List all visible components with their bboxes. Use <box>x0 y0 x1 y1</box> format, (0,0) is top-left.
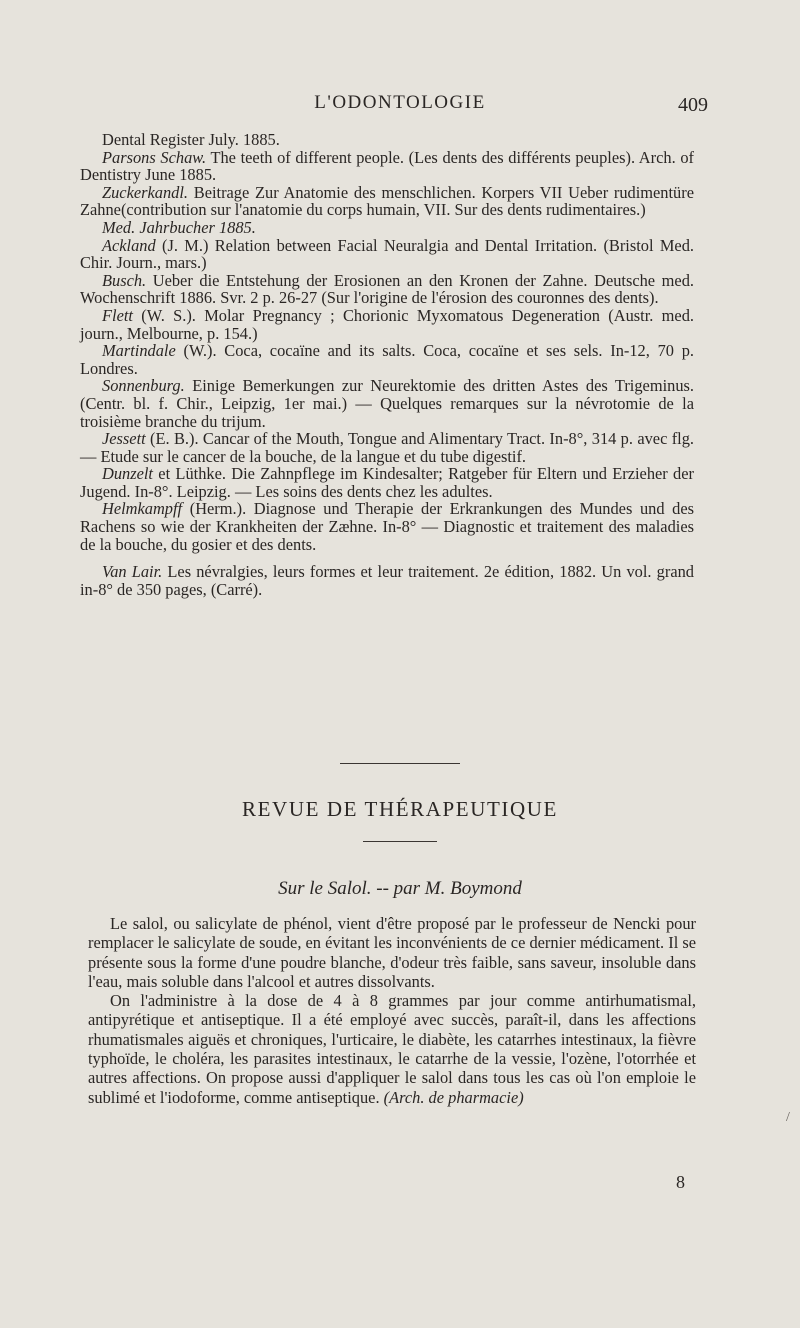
bibliography-author: Sonnenburg. <box>102 376 185 396</box>
bibliography-text: (J. M.) Relation between Facial Neuralgia and Dental Irritation. (Bristol Med. Chir. Journ., mars.) <box>80 235 694 273</box>
bibliography-author: Ackland <box>102 235 156 255</box>
bibliography-text: (Herm.). Diagnose und Therapie der Erkrankungen des Mundes und des Rachens so wie der Krankheiten der Zæhne. In-8° — Diagnostic et traitement des maladies de la bouche, du gosier et des dents. <box>80 499 694 554</box>
bibliography-entry <box>80 237 694 272</box>
bibliography-author: Flett <box>102 305 133 325</box>
bibliography-text: Dental Register July. 1885. <box>102 130 280 149</box>
bibliography-text: The teeth of different people. (Les dents des différents peuples). Arch. of Dentistry June 1885. <box>80 147 694 185</box>
signature-mark: 8 <box>676 1172 685 1192</box>
article-source: (Arch. de pharmacie) <box>383 1087 524 1107</box>
bibliography-text: Ueber die Entstehung der Erosionen an den Kronen der Zahne. Deutsche med. Wochenschrift 1886. Svr. 2 p. 26-27 (Sur l'origine de l'érosion des couronnes des dents). <box>80 270 694 308</box>
article-paragraph <box>88 991 696 1107</box>
bibliography-entry <box>80 465 694 500</box>
bibliography-text: (W.). Coca, cocaïne and its salts. Coca, cocaïne et ses sels. In-12, 70 p. Londres. <box>80 341 694 378</box>
bibliography-text: et Lüthke. Die Zahnpflege im Kindesalter; Ratgeber für Eltern und Erzieher der Jugend. In-8°. Leipzig. — Les soins des dents chez les adultes. <box>80 464 694 501</box>
margin-mark: / <box>786 1110 790 1125</box>
bibliography-entry <box>80 131 694 149</box>
article-paragraph-text: On l'administre à la dose de 4 à 8 grammes par jour comme antirhumatismal, antipyrétique et antiseptique. Il a été employé avec succès, paraît-il, dans les affections rhumatismales aiguës et chroniques, l'urticaire, le diabète, les catarrhes intestinaux, la fièvre typhoïde, le choléra, les parasites intestinaux, le catarrhe de la vessie, l'ozène, l'otorrhée et autres affections. On propose aussi d'appliquer le salol dans tous les cas où l'on emploie le sublimé et l'iodoforme, comme antiseptique. <box>88 991 696 1107</box>
bibliography-author: Helmkampff <box>102 499 183 519</box>
bibliography-text: Les névralgies, leurs formes et leur traitement. 2e édition, 1882. Un vol. grand in-8° de 350 pages, (Carré). <box>80 562 694 599</box>
bibliography-entry <box>80 184 694 219</box>
bibliography-list <box>80 131 694 598</box>
bibliography-text: (W. S.). Molar Pregnancy ; Chorionic Myxomatous Degeneration (Austr. med. journ., Melbourne, p. 154.) <box>80 305 694 343</box>
bibliography-entry <box>80 377 694 430</box>
bibliography-author: Med. Jahrbucher 1885. <box>102 217 256 237</box>
bibliography-entry <box>80 307 694 342</box>
article-title: Sur le Salol. -- par M. Boymond <box>278 878 522 899</box>
bibliography-author: Martindale <box>102 341 176 361</box>
page-number: 409 <box>678 94 708 116</box>
section-divider-bottom <box>363 841 437 842</box>
running-head <box>0 90 800 118</box>
bibliography-author: Van Lair. <box>102 562 163 582</box>
bibliography-author: Zuckerkandl. <box>102 182 189 202</box>
bibliography-entry <box>80 500 694 553</box>
bibliography-text: Einige Bemerkungen zur Neurektomie des dritten Astes des Trigeminus. (Centr. bl. f. Chir., Leipzig, 1er mai.) — Quelques remarques sur la névrotomie de la troisième branche du trijum. <box>80 376 694 431</box>
bibliography-entry <box>80 430 694 465</box>
bibliography-entry <box>80 272 694 307</box>
section-divider-top <box>340 763 460 764</box>
bibliography-text: (E. B.). Cancar of the Mouth, Tongue and Alimentary Tract. In-8°, 314 p. avec flg. — Etude sur le cancer de la bouche, de la langue et du tube digestif. <box>80 429 694 466</box>
bibliography-entry <box>80 342 694 377</box>
article-body <box>88 914 696 1107</box>
bibliography-entry <box>80 563 694 598</box>
article-paragraph: Le salol, ou salicylate de phénol, vient d'être proposé par le professeur de Nencki pour remplacer le salicylate de soude, en évitant les inconvénients de ce dernier médicament. Il se présente sous la forme d'une poudre blanche, d'odeur très faible, sans saveur, insoluble dans l'eau, mais soluble dans l'alcool et autres dissolvants. <box>88 914 697 991</box>
running-title: L'ODONTOLOGIE <box>314 92 486 113</box>
bibliography-author: Jessett <box>102 429 146 449</box>
bibliography-entry <box>80 149 694 184</box>
bibliography-author: Parsons Schaw. <box>102 147 207 167</box>
bibliography-text: Beitrage Zur Anatomie des menschlichen. Korpers VII Ueber rudimentüre Zahne(contribution sur l'anatomie du corps humain, VII. Sur des dents rudimentaires.) <box>80 182 694 220</box>
bibliography-entry <box>80 219 694 237</box>
section-title: REVUE DE THÉRAPEUTIQUE <box>242 797 558 821</box>
bibliography-author: Busch. <box>102 270 147 290</box>
bibliography-author: Dunzelt <box>102 464 153 484</box>
